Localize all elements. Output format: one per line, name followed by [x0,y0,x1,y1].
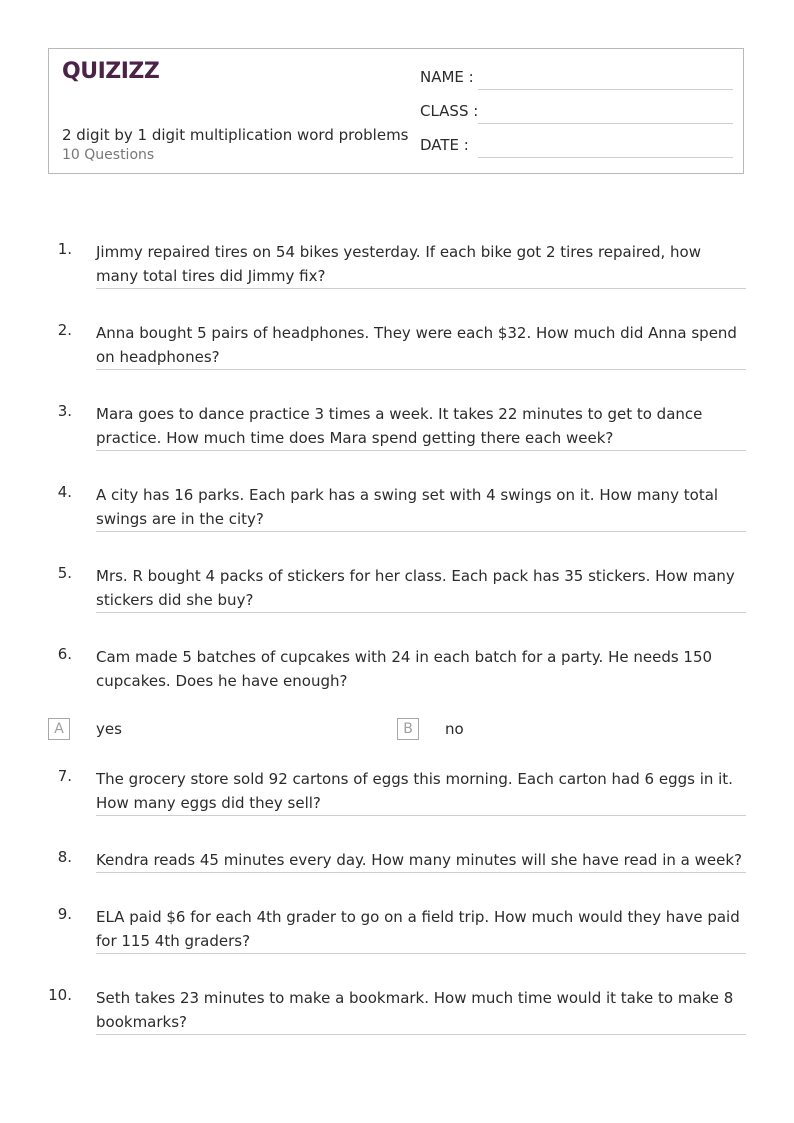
answer-line[interactable] [96,369,746,370]
option-a-text[interactable]: yes [96,720,122,738]
class-label: CLASS : [420,102,479,120]
question-number: 6. [57,645,72,663]
question-text: ELA paid $6 for each 4th grader to go on a field trip. How much would they have paid for 115 4th graders? [96,908,740,950]
quizizz-logo: QUIZIZZ [62,59,160,84]
question-text: Cam made 5 batches of cupcakes with 24 in each batch for a party. He needs 150 cupcakes. Does he have enough? [96,648,713,690]
question-text: Kendra reads 45 minutes every day. How many minutes will she have read in a week? [96,851,742,869]
question-number: 8. [57,848,72,866]
question-number: 4. [57,483,72,501]
option-a-box[interactable]: A [48,718,70,740]
question-text: Jimmy repaired tires on 54 bikes yesterday. If each bike got 2 tires repaired, how many total tires did Jimmy fix? [96,243,701,285]
answer-line[interactable] [96,815,746,816]
question-text: Seth takes 23 minutes to make a bookmark. How much time would it take to make 8 bookmarks? [96,989,734,1031]
question-number: 5. [57,564,72,582]
question-number: 7. [57,767,72,785]
answer-line[interactable] [96,288,746,289]
question-count: 10 Questions [62,147,155,163]
class-field[interactable] [478,123,733,124]
question-number: 1. [57,240,72,258]
question-number: 10. [48,986,72,1004]
question-text: A city has 16 parks. Each park has a swing set with 4 swings on it. How many total swings are in the city? [96,486,719,528]
answer-line[interactable] [96,450,746,451]
option-b-text[interactable]: no [445,720,464,738]
worksheet-title: 2 digit by 1 digit multiplication word problems [62,126,409,144]
question-number: 2. [57,321,72,339]
question-text: Mara goes to dance practice 3 times a week. It takes 22 minutes to get to dance practice. How much time does Mara spend getting there each week? [96,405,703,447]
worksheet-header [48,48,744,174]
question-number: 3. [57,402,72,420]
answer-line[interactable] [96,872,746,873]
answer-line[interactable] [96,953,746,954]
question-text: The grocery store sold 92 cartons of eggs this morning. Each carton had 6 eggs in it. How many eggs did they sell? [96,770,733,812]
date-label: DATE : [420,136,469,154]
name-label: NAME : [420,68,474,86]
option-b-box[interactable]: B [397,718,419,740]
answer-line[interactable] [96,612,746,613]
question-number: 9. [57,905,72,923]
question-text: Anna bought 5 pairs of headphones. They were each $32. How much did Anna spend on headphones? [96,324,737,366]
date-field[interactable] [478,157,733,158]
name-field[interactable] [478,89,733,90]
answer-line[interactable] [96,531,746,532]
question-text: Mrs. R bought 4 packs of stickers for her class. Each pack has 35 stickers. How many stickers did she buy? [96,567,735,609]
answer-line[interactable] [96,1034,746,1035]
